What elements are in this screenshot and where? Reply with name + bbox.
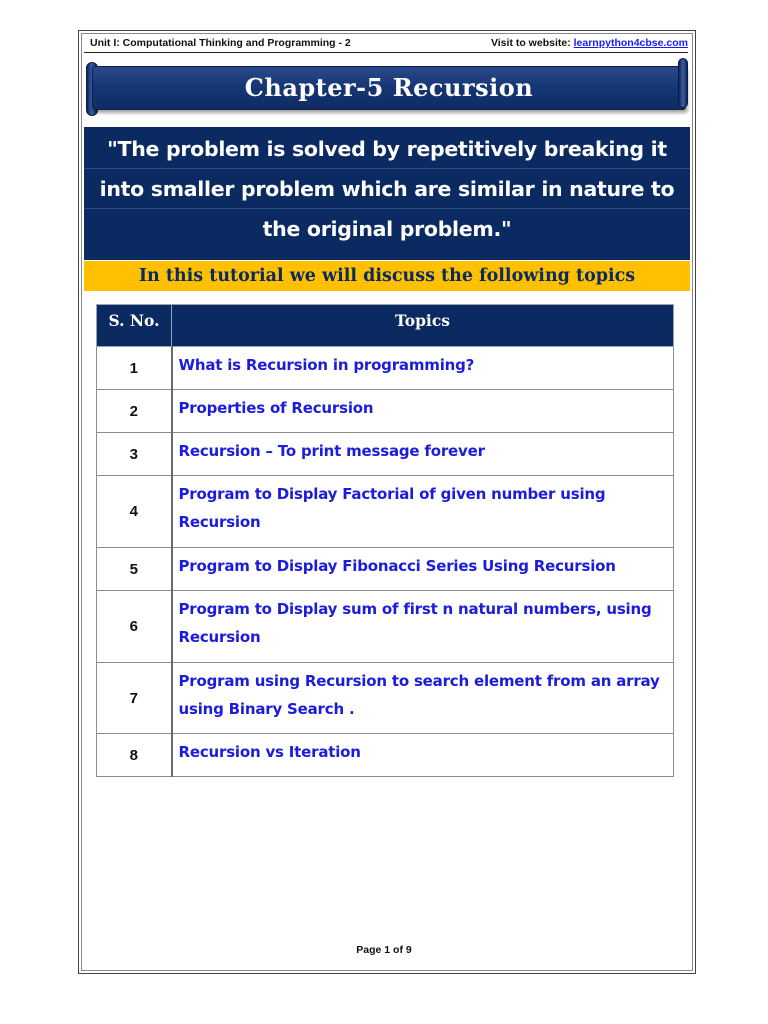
table-row (97, 591, 674, 663)
topic-link[interactable]: What is Recursion in programming? (172, 347, 674, 390)
header-website-label: Visit to website: (490, 37, 574, 49)
topics-intro-bar: In this tutorial we will discuss the following topics (84, 261, 690, 291)
table-row (97, 663, 674, 734)
header-divider (84, 52, 688, 53)
header-unit-title: Unit I: Computational Thinking and Programming - 2 (90, 37, 351, 49)
topic-link[interactable]: Program to Display Fibonacci Series Using Recursion (172, 548, 674, 591)
row-number: 5 (97, 548, 172, 591)
table-row (97, 347, 674, 390)
column-header-sno: S. No. (97, 305, 172, 347)
topic-link[interactable]: Program to Display Factorial of given number using Recursion (172, 476, 674, 548)
table-header-row (97, 305, 674, 347)
row-number: 3 (97, 433, 172, 476)
row-number: 4 (97, 476, 172, 548)
chapter-title: Chapter-5 Recursion (244, 73, 534, 102)
quote-block (84, 127, 690, 260)
topic-link[interactable]: Recursion – To print message forever (172, 433, 674, 476)
topic-link[interactable]: Program using Recursion to search element from an array using Binary Search . (172, 663, 674, 734)
quote-line: the original problem." (262, 217, 512, 241)
row-number: 1 (97, 347, 172, 390)
website-link[interactable]: learnpython4cbse.com (573, 37, 688, 49)
table-row (97, 390, 674, 433)
page-number: Page 1 of 9 (356, 944, 412, 956)
row-number: 2 (97, 390, 172, 433)
header-website (491, 37, 688, 49)
table-row (97, 734, 674, 777)
table-row (97, 476, 674, 548)
row-number: 7 (97, 663, 172, 734)
topic-link[interactable]: Properties of Recursion (172, 390, 674, 433)
topic-link[interactable]: Program to Display sum of first n natural numbers, using Recursion (172, 591, 674, 663)
row-number: 6 (97, 591, 172, 663)
table-row (97, 548, 674, 591)
table-row (97, 433, 674, 476)
row-number: 8 (97, 734, 172, 777)
quote-line: into smaller problem which are similar in nature to (99, 177, 675, 201)
quote-line: "The problem is solved by repetitively breaking it (107, 137, 667, 161)
topics-table (96, 304, 674, 777)
column-header-topics: Topics (172, 305, 674, 347)
topic-link[interactable]: Recursion vs Iteration (172, 734, 674, 777)
